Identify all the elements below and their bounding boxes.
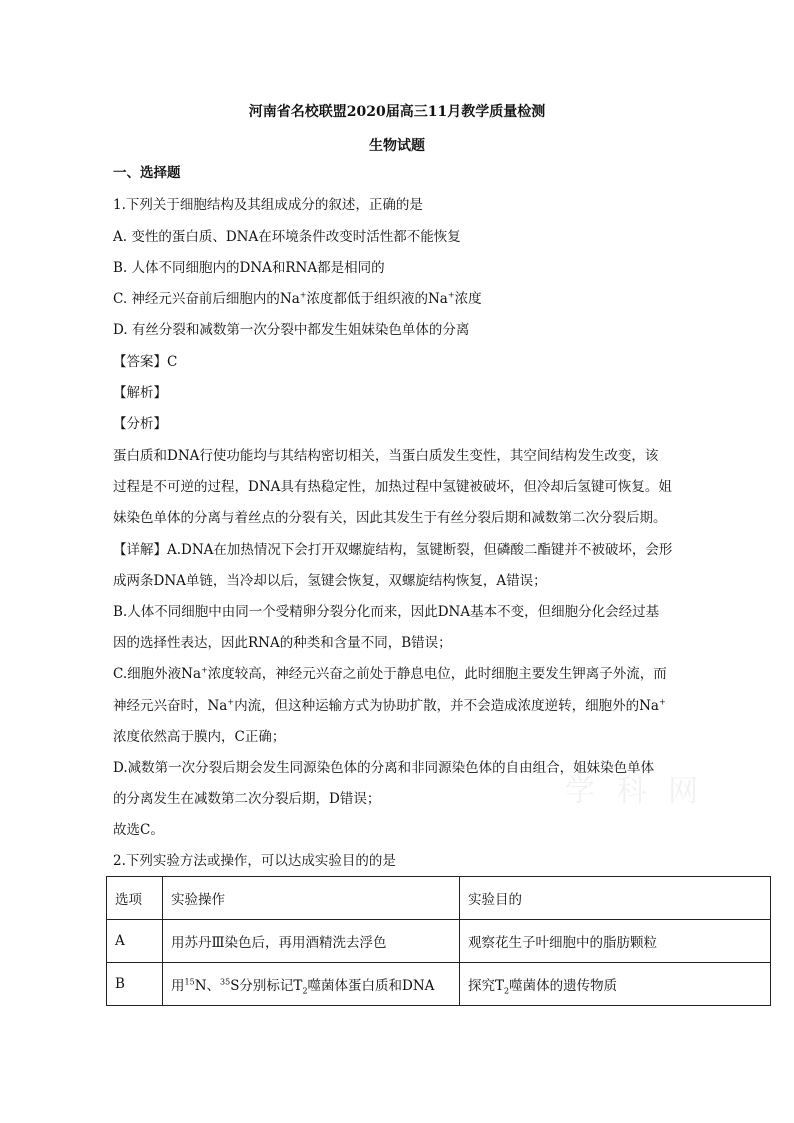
- analysis-line: 蛋白质和DNA行使功能均与其结构密切相关，当蛋白质发生变性，其空间结构发生改变，该: [113, 448, 659, 464]
- detail-line: C.细胞外液Na+浓度较高，神经元兴奋之前处于静息电位，此时细胞主要发生钾离子外流，而: [113, 665, 667, 682]
- detail-line: 神经元兴奋时，Na+内流，但这种运输方式为协助扩散，并不会造成浓度逆转，细胞外的Na+: [113, 697, 666, 714]
- detail-line: D.减数第一次分裂后期会发生同源染色体的分离和非同源染色体的自由组合，姐妹染色单体: [113, 760, 655, 776]
- table-header-row: [107, 877, 771, 920]
- analysis-line: 过程是不可逆的过程，DNA具有热稳定性，加热过程中氢键被破坏，但冷却后氢键可恢复。姐: [113, 479, 672, 495]
- table-cell: 用$^{15}$N、$^{35}$S分别标记$T_2$噬菌体蛋白质和DNA: [163, 963, 460, 1006]
- document-subtitle: 生物试题: [369, 138, 425, 154]
- question-1-option-d: D. 有丝分裂和减数第一次分裂中都发生姐妹染色单体的分离: [113, 322, 470, 338]
- experiment-table: [106, 876, 771, 1006]
- table-header-cell: 实验操作: [163, 877, 460, 920]
- table-row: [107, 963, 771, 1006]
- analysis-label: 【分析】: [113, 416, 167, 432]
- answer-label: 【答案】C: [113, 354, 178, 370]
- table-row: [107, 920, 771, 963]
- section-heading: 一、选择题: [113, 165, 181, 181]
- question-1-option-a: A. 变性的蛋白质、DNA在环境条件改变时活性都不能恢复: [113, 229, 461, 245]
- question-1-option-c: C. 神经元兴奋前后细胞内的Na+浓度都低于组织液的Na+浓度: [113, 290, 482, 307]
- analysis-line: 妹染色单体的分离与着丝点的分裂有关，因此其发生于有丝分裂后期和减数第二次分裂后期。: [113, 510, 667, 526]
- detail-line: 成两条DNA单链，当冷却以后，氢键会恢复，双螺旋结构恢复，A错误；: [113, 573, 547, 589]
- question-1-stem: 1.下列关于细胞结构及其组成成分的叙述，正确的是: [113, 197, 423, 213]
- table-header-cell: 实验目的: [460, 877, 771, 920]
- table-cell: 观察花生子叶细胞中的脂肪颗粒: [460, 920, 771, 963]
- detail-line: 浓度依然高于膜内，C正确；: [113, 729, 286, 745]
- watermark: 学 科 网: [565, 774, 705, 809]
- table-header-cell: 选项: [107, 877, 163, 920]
- detail-line: 因的选择性表达，因此RNA的种类和含量不同，B错误；: [113, 635, 452, 651]
- table-cell: 用苏丹Ⅲ染色后，再用酒精洗去浮色: [163, 920, 460, 963]
- table-cell: 探究$T_2$噬菌体的遗传物质: [460, 963, 771, 1006]
- document-title: 河南省名校联盟2020届高三11月教学质量检测: [248, 104, 546, 120]
- question-1-option-b: B. 人体不同细胞内的DNA和RNA都是相同的: [113, 260, 385, 276]
- explanation-label: 【解析】: [113, 385, 167, 401]
- question-2-stem: 2.下列实验方法或操作，可以达成实验目的的是: [113, 853, 396, 869]
- detail-line: 的分离发生在减数第二次分裂后期，D错误；: [113, 791, 381, 807]
- table-cell: A: [107, 920, 163, 963]
- conclusion-line: 故选C。: [113, 822, 164, 838]
- detail-line: 【详解】A.DNA在加热情况下会打开双螺旋结构，氢键断裂，但磷酸二酯键并不被破坏，会形: [113, 542, 673, 558]
- detail-line: B.人体不同细胞中由同一个受精卵分裂分化而来，因此DNA基本不变，但细胞分化会经过基: [113, 604, 660, 620]
- table-cell: B: [107, 963, 163, 1006]
